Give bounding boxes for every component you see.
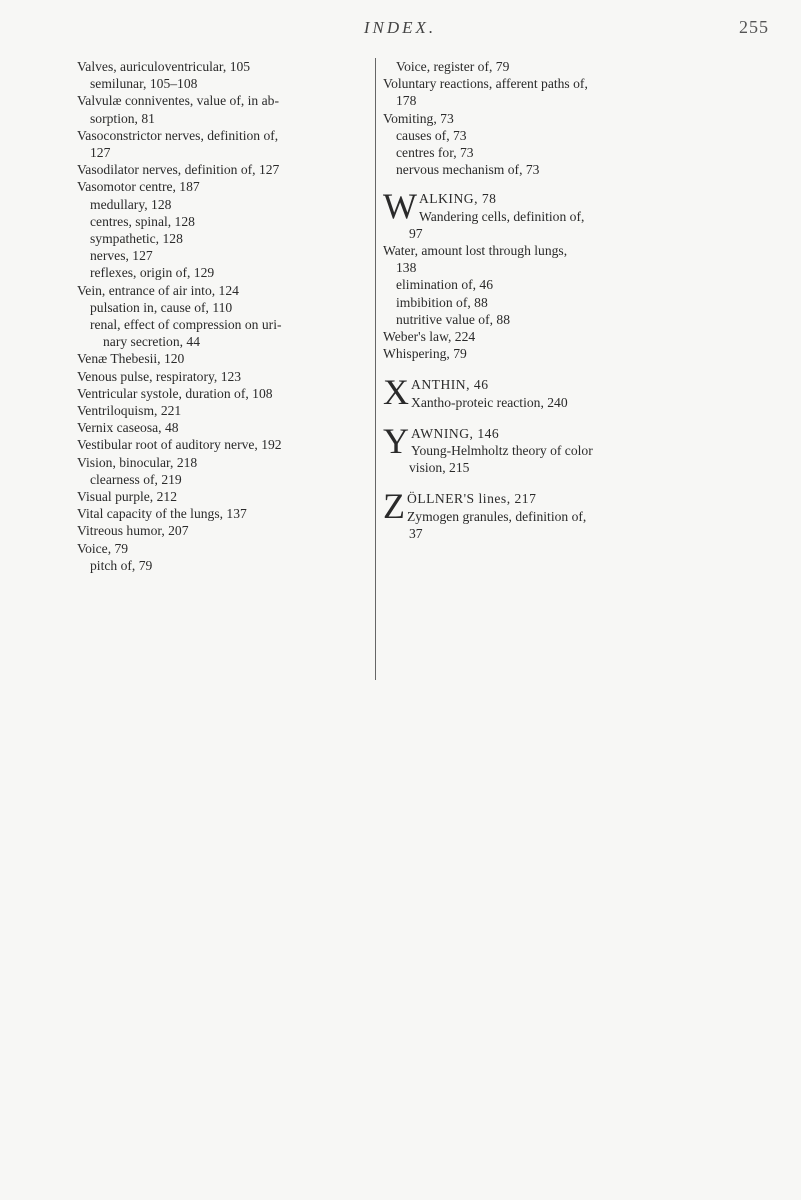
index-entry <box>383 75 713 109</box>
entry-text: imbibition of, 88 <box>396 294 488 310</box>
section-head-entry: AWNING, 146 <box>411 425 500 441</box>
entry-continuation: vision, 215 <box>409 460 470 476</box>
section-head-entry: ANTHIN, 46 <box>411 377 489 393</box>
entry-text: Water, amount lost through lungs, <box>383 243 568 259</box>
index-entry <box>77 368 369 385</box>
right-column-top-entries <box>383 58 713 178</box>
entry-text: centres, spinal, 128 <box>90 213 195 229</box>
index-entry <box>77 540 369 557</box>
index-subentry <box>383 276 713 293</box>
entry-continuation: sorption, 81 <box>90 110 155 126</box>
section-entries <box>383 208 713 363</box>
index-entry <box>77 350 369 367</box>
index-entry <box>77 488 369 505</box>
entry-text: nervous mechanism of, 73 <box>396 162 540 178</box>
entry-text: Voluntary reactions, afferent paths of, <box>383 76 588 92</box>
entry-text: Vein, entrance of air into, 124 <box>77 282 239 298</box>
entry-text: Whispering, 79 <box>383 346 467 362</box>
entry-text: Vestibular root of auditory nerve, 192 <box>77 437 282 453</box>
index-entry <box>77 58 369 75</box>
entry-text: Young-Helmholtz theory of color <box>411 443 593 459</box>
index-subentry <box>77 230 369 247</box>
index-subentry <box>383 144 713 161</box>
drop-cap-letter: Z <box>383 486 405 527</box>
index-subentry <box>77 557 369 574</box>
entry-text: Xantho-proteic reaction, 240 <box>411 394 568 410</box>
entry-text: sympathetic, 128 <box>90 231 183 247</box>
entry-continuation: 97 <box>409 225 423 241</box>
entry-text: Vitreous humor, 207 <box>77 523 189 539</box>
entry-text: Wandering cells, definition of, <box>418 208 585 224</box>
index-entry <box>383 345 713 362</box>
index-subentry <box>383 311 713 328</box>
letter-section <box>383 372 713 413</box>
entry-text: nerves, 127 <box>90 248 153 264</box>
index-subentry <box>383 127 713 144</box>
entry-text: renal, effect of compression on uri- <box>90 317 282 333</box>
entry-text: Vasomotor centre, 187 <box>77 179 200 195</box>
index-subentry <box>77 471 369 488</box>
entry-text: Vital capacity of the lungs, 137 <box>77 506 247 522</box>
entry-continuation: 37 <box>409 525 423 541</box>
entry-text: Weber's law, 224 <box>383 329 476 345</box>
entry-text: Vision, binocular, 218 <box>77 454 198 470</box>
index-subentry <box>77 264 369 281</box>
letter-sections <box>383 186 713 542</box>
entry-text: reflexes, origin of, 129 <box>90 265 215 281</box>
entry-text: centres for, 73 <box>396 145 474 161</box>
index-entry <box>77 127 369 161</box>
section-entries <box>383 394 713 411</box>
index-subentry <box>383 442 713 476</box>
entry-text: Visual purple, 212 <box>77 489 177 505</box>
entry-continuation: 178 <box>396 93 417 109</box>
entry-text: Venous pulse, respiratory, 123 <box>77 368 242 384</box>
letter-section <box>383 486 713 542</box>
entry-text: Vomiting, 73 <box>383 110 454 126</box>
index-subentry <box>77 213 369 230</box>
index-subentry <box>77 316 369 350</box>
index-entry <box>77 161 369 178</box>
index-subentry <box>383 161 713 178</box>
index-entry <box>77 282 369 299</box>
entry-text: pulsation in, cause of, 110 <box>90 299 233 315</box>
index-subentry <box>383 508 713 542</box>
index-entry <box>77 92 369 126</box>
entry-text: medullary, 128 <box>90 196 172 212</box>
index-entry <box>77 522 369 539</box>
entry-text: Vasodilator nerves, definition of, 127 <box>77 162 280 178</box>
entry-text: Valvulæ conniventes, value of, in ab- <box>77 93 279 109</box>
section-entries <box>383 442 713 476</box>
running-title: INDEX. <box>363 18 437 37</box>
index-subentry <box>77 75 369 92</box>
index-subentry <box>383 58 713 75</box>
entry-text: Valves, auriculoventricular, 105 <box>77 59 251 74</box>
index-entry <box>77 505 369 522</box>
index-entry <box>383 242 713 276</box>
entry-text: nutritive value of, 88 <box>396 311 511 327</box>
drop-cap-letter: Y <box>383 420 409 461</box>
right-column <box>375 58 713 680</box>
drop-cap-letter: X <box>383 372 409 413</box>
letter-section <box>383 420 713 477</box>
entry-text: Vasoconstrictor nerves, definition of, <box>77 127 279 143</box>
section-head-entry: ÖLLNER'S lines, 217 <box>407 491 537 507</box>
entry-text: Voice, 79 <box>77 540 129 556</box>
index-entry <box>77 385 369 402</box>
left-column <box>77 58 369 574</box>
index-subentry <box>77 247 369 264</box>
index-entry <box>77 178 369 195</box>
entry-text: pitch of, 79 <box>90 557 153 573</box>
index-entry <box>77 454 369 471</box>
entry-text: causes of, 73 <box>396 127 467 143</box>
entry-text: Voice, register of, 79 <box>396 59 510 74</box>
index-entry <box>383 328 713 345</box>
entry-text: Vernix caseosa, 48 <box>77 420 179 436</box>
index-subentry <box>383 294 713 311</box>
index-entry <box>77 419 369 436</box>
index-subentry <box>383 394 713 411</box>
entry-continuation: 127 <box>90 145 111 161</box>
index-entry <box>383 110 713 127</box>
index-subentry <box>383 208 713 242</box>
section-entries <box>383 508 713 542</box>
drop-cap-letter: W <box>383 186 417 227</box>
entry-text: Zymogen granules, definition of, <box>407 508 587 524</box>
page-number: 255 <box>739 17 769 37</box>
section-head-entry: ALKING, 78 <box>418 191 497 207</box>
index-subentry <box>77 196 369 213</box>
entry-continuation: nary secretion, 44 <box>103 334 201 350</box>
index-entry <box>77 436 369 453</box>
index-entry <box>77 402 369 419</box>
entry-text: elimination of, 46 <box>396 277 494 293</box>
entry-text: clearness of, 219 <box>90 471 182 487</box>
entry-text: Ventricular systole, duration of, 108 <box>77 385 273 401</box>
index-subentry <box>77 299 369 316</box>
entry-text: Ventriloquism, 221 <box>77 403 182 419</box>
entry-text: semilunar, 105–108 <box>90 76 198 92</box>
entry-continuation: 138 <box>396 260 417 276</box>
letter-section <box>383 186 713 362</box>
entry-text: Venæ Thebesii, 120 <box>77 351 185 367</box>
